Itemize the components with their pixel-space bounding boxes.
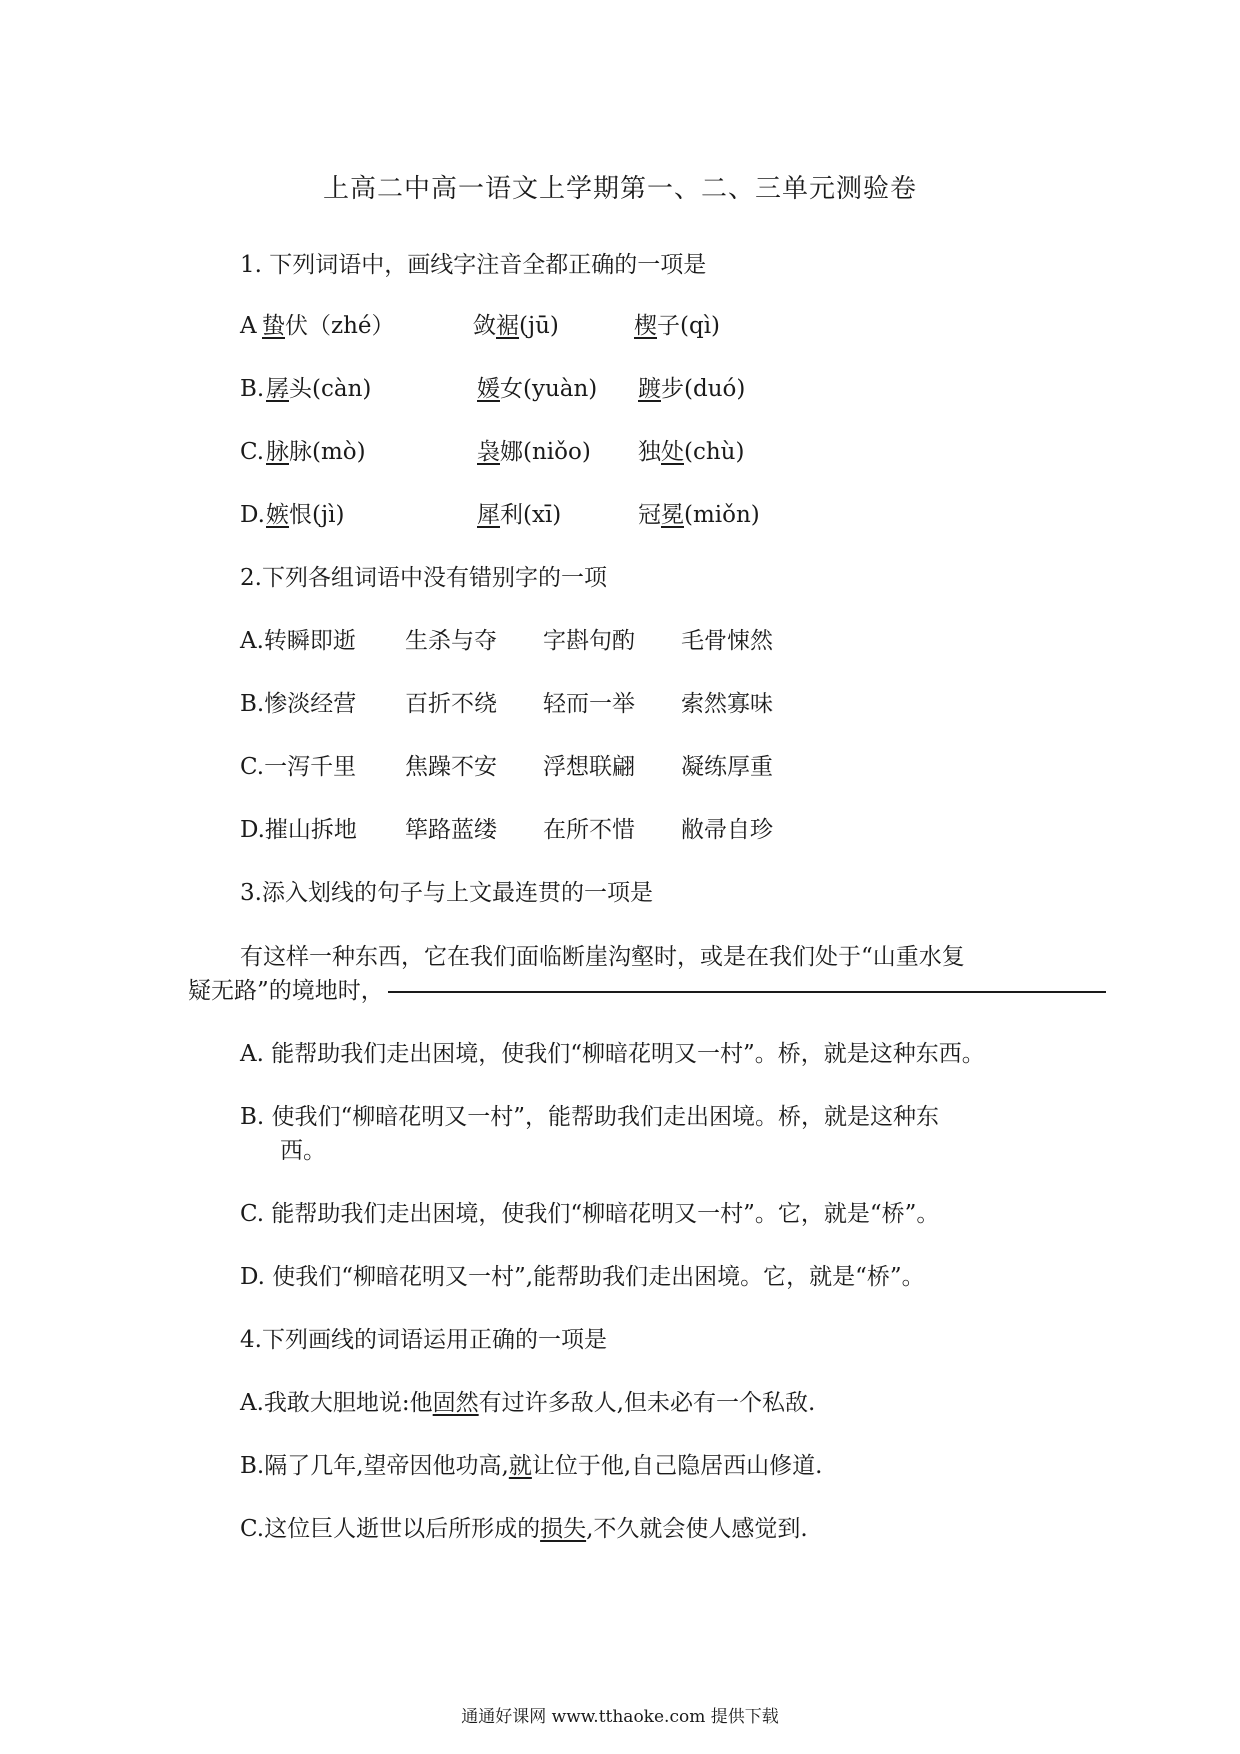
pinyin: (xī)	[523, 502, 562, 528]
idiom: 浮想联翩	[543, 754, 635, 780]
plain-char: 子	[657, 313, 680, 339]
idiom: D.摧山拆地	[240, 817, 357, 843]
blank-line	[388, 991, 1106, 993]
underlined-word: 就	[508, 1453, 532, 1479]
idiom: 生杀与夺	[405, 628, 497, 654]
plain-char: 独	[638, 439, 661, 465]
plain-char: 冠	[638, 502, 661, 528]
q3-passage-line-2	[188, 976, 1106, 1006]
q4-option-a	[240, 1388, 815, 1418]
idiom: 毛骨悚然	[681, 628, 773, 654]
question-2-stem: 2.下列各组词语中没有错别字的一项	[240, 565, 607, 591]
underlined-char: 孱	[266, 376, 289, 402]
page-footer: 通通好课网 www.tthaoke.com 提供下载	[461, 1707, 779, 1727]
option-label: A	[240, 313, 257, 339]
underlined-char: 裾	[496, 313, 519, 339]
idiom: 在所不惜	[543, 817, 635, 843]
pinyin: (duó)	[684, 376, 746, 402]
option-text: B.隔了几年,望帝因他功高,	[240, 1453, 509, 1479]
pinyin: (qì)	[680, 313, 721, 339]
q3-option-b-line-1: B. 使我们“柳暗花明又一村”，能帮助我们走出困境。桥，就是这种东	[240, 1104, 940, 1130]
idiom: 轻而一举	[543, 691, 635, 717]
option-text: 有过许多敌人,但未必有一个私敌.	[478, 1390, 816, 1416]
option-label: B.	[240, 376, 265, 402]
pinyin: (mò)	[312, 439, 366, 465]
question-1-stem: 1. 下列词语中，画线字注音全都正确的一项是	[240, 252, 707, 278]
idiom: 索然寡味	[681, 691, 773, 717]
idiom: 焦躁不安	[405, 754, 497, 780]
q3-option-a: A. 能帮助我们走出困境，使我们“柳暗花明又一村”。桥，就是这种东西。	[240, 1041, 985, 1067]
q4-option-b	[240, 1451, 822, 1481]
q4-option-c	[240, 1514, 808, 1544]
pinyin: (càn)	[312, 376, 372, 402]
option-text: C.这位巨人逝世以后所形成的	[240, 1516, 541, 1542]
underlined-word: 固然	[432, 1390, 479, 1416]
pinyin: (chù)	[684, 439, 745, 465]
idiom: B.惨淡经营	[240, 691, 357, 717]
plain-char: 敛	[473, 313, 496, 339]
option-text: A.我敢大胆地说:他	[240, 1390, 433, 1416]
option-text: 让位于他,自己隐居西山修道.	[531, 1453, 823, 1479]
q3-option-b-line-2: 西。	[280, 1138, 326, 1164]
pinyin: (niǒo)	[523, 439, 591, 465]
idiom: C.一泻千里	[240, 754, 357, 780]
idiom: 筚路蓝缕	[405, 817, 497, 843]
underlined-char: 蛰	[262, 313, 285, 339]
idiom: 敝帚自珍	[681, 817, 773, 843]
pinyin: (yuàn)	[523, 376, 598, 402]
q3-passage-line-1: 有这样一种东西，它在我们面临断崖沟壑时，或是在我们处于“山重水复	[240, 944, 965, 970]
underlined-char: 踱	[638, 376, 661, 402]
underlined-char: 嫉	[266, 502, 289, 528]
idiom: A.转瞬即逝	[240, 628, 356, 654]
option-text: ,不久就会使人感觉到.	[586, 1516, 808, 1542]
pinyin: (jì)	[312, 502, 345, 528]
underlined-char: 楔	[634, 313, 657, 339]
plain-char: 娜	[500, 439, 523, 465]
plain-char: 步	[661, 376, 684, 402]
page-title: 上高二中高一语文上学期第一、二、三单元测验卷	[322, 174, 917, 204]
idiom: 百折不绕	[405, 691, 497, 717]
underlined-char: 冕	[661, 502, 684, 528]
plain-char: 女	[500, 376, 523, 402]
underlined-char: 犀	[477, 502, 500, 528]
option-label: D.	[240, 502, 265, 528]
option-label: C.	[240, 439, 265, 465]
question-3-stem: 3.添入划线的句子与上文最连贯的一项是	[240, 880, 653, 906]
plain-char: 恨	[289, 502, 312, 528]
q3-passage-text: 疑无路”的境地时，	[188, 978, 384, 1004]
idiom: 字斟句酌	[543, 628, 635, 654]
plain-char: 脉	[289, 439, 312, 465]
question-4-stem: 4.下列画线的词语运用正确的一项是	[240, 1327, 607, 1353]
underlined-char: 袅	[477, 439, 500, 465]
underlined-char: 脉	[266, 439, 289, 465]
underlined-word: 损失	[540, 1516, 587, 1542]
plain-char: 利	[500, 502, 523, 528]
idiom: 凝练厚重	[681, 754, 773, 780]
q3-option-c: C. 能帮助我们走出困境，使我们“柳暗花明又一村”。它，就是“桥”。	[240, 1201, 940, 1227]
pinyin: (jū)	[519, 313, 559, 339]
plain-char: 伏	[285, 313, 308, 339]
pinyin: (miǒn)	[684, 502, 760, 528]
q3-option-d: D. 使我们“柳暗花明又一村”,能帮助我们走出困境。它，就是“桥”。	[240, 1264, 925, 1290]
underlined-char: 媛	[477, 376, 500, 402]
plain-char: 头	[289, 376, 312, 402]
pinyin: （zhé）	[308, 313, 395, 339]
underlined-char: 处	[661, 439, 684, 465]
